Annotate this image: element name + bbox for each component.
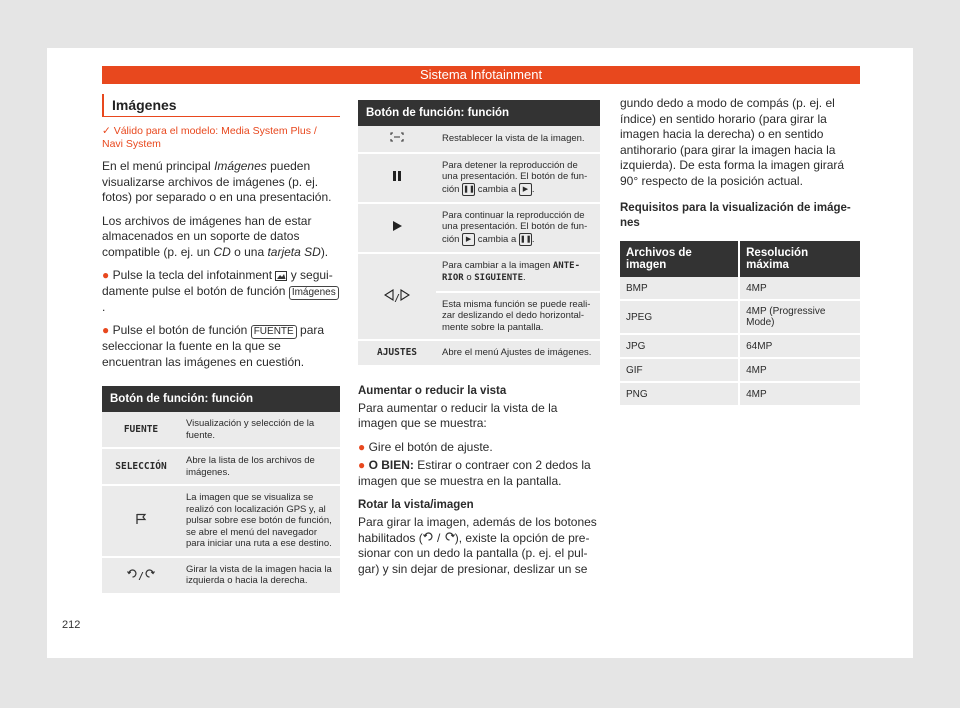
rotate-continued-text: gundo dedo a modo de compás (p. ej. el índice) en sentido horario (para girar la imagen hacia la derecha) o en sentido antihorario (para girar la imagen hacia la izquierda). De esta forma la imagen girará 90° respecto de la posición actual. xyxy=(620,96,845,188)
function-table-middle xyxy=(358,100,600,367)
rotate-left-icon xyxy=(127,571,138,582)
zoom-text: Para aumentar o reducir la vista de la imagen que se muestra: xyxy=(358,400,558,430)
storage-paragraph: Los archivos de imágenes han de estar almacenados en un soporte de datos compatible (p. ej. un CD o una tarjeta SD). xyxy=(102,213,329,259)
right-column xyxy=(620,94,860,407)
pause-icon xyxy=(392,174,402,185)
zoom-bullet-1: ● Gire el botón de ajuste. xyxy=(358,439,493,454)
section-title-row xyxy=(102,94,340,116)
table-row: Para detener la reproducción de una presentación. El botón de función ❚❚ cambia a ▶ . xyxy=(358,153,600,203)
column-header: Archivos de imagen xyxy=(620,241,739,277)
page-number: 212 xyxy=(62,619,81,631)
zoom-bullet-2: ● O BIEN: Estirar o contraer con 2 dedos la imagen que se muestra en la pantalla. xyxy=(358,458,591,488)
table-header: Botón de función: función xyxy=(102,386,340,412)
images-button: Imágenes xyxy=(289,286,339,300)
rotate-text: Para girar la imagen, además de los botones habilitados ( / ), existe la opción de presionar con un dedo la pantalla (p. ej. el pulgar) y sin dejar de presionar, deslizar un se xyxy=(358,515,597,576)
rotate-right-icon xyxy=(144,571,155,582)
table-row: GIF 4MP xyxy=(620,358,860,382)
pause-button-icon: ❚❚ xyxy=(462,183,475,196)
rotate-left-icon xyxy=(423,531,434,545)
table-row: La imagen que se visualiza se realizó con localización GPS y, al pulsar sobre ese botón de función, se abre el menú del navegador para iniciar una ruta a ese destino. xyxy=(102,485,340,557)
table-row: BMP 4MP xyxy=(620,277,860,300)
table-row: AJUSTES Abre el menú Ajustes de imágenes. xyxy=(358,340,600,366)
fit-view-icon xyxy=(390,134,404,145)
table-row: / Para cambiar a la imagen ANTERIOR o SIGUIENTE. xyxy=(358,253,600,292)
instruction-bullet-1: ● Pulse la tecla del infotainment y seguidamente pulse el botón de función Imágenes. xyxy=(102,268,340,315)
validity-note: ✓ Válido para el modelo: Media System Plus / Navi System xyxy=(102,125,317,150)
play-icon xyxy=(392,224,403,235)
table-row: Esta misma función se puede realizar deslizando el dedo horizontalmente sobre la pantalla. xyxy=(358,292,600,341)
checkmark-icon: ✓ xyxy=(102,125,114,137)
title-underline xyxy=(102,116,340,117)
column-header: Resolución máxima xyxy=(739,241,860,277)
chapter-header: Sistema Infotainment xyxy=(102,66,860,84)
table-row: Restablecer la vista de la imagen. xyxy=(358,126,600,153)
pictures-key-icon xyxy=(275,268,287,282)
instruction-bullet-2: ● Pulse el botón de función FUENTE para seleccionar la fuente en la que se encuentran las imágenes en cuestión. xyxy=(102,323,325,369)
play-button-icon: ▶ xyxy=(462,233,475,246)
flag-icon xyxy=(135,517,147,528)
function-table-left xyxy=(102,386,340,595)
zoom-heading: Aumentar o reducir la vista xyxy=(358,384,507,397)
table-row: JPG 64MP xyxy=(620,334,860,358)
rotate-heading: Rotar la vista/imagen xyxy=(358,499,474,511)
requirements-heading: Requisitos para la visualización de imágenes xyxy=(620,202,851,229)
middle-column xyxy=(358,100,600,577)
left-column xyxy=(102,94,340,595)
table-header: Botón de función: función xyxy=(358,100,600,126)
intro-paragraph: En el menú principal Imágenes pueden visualizarse archivos de imágenes (p. ej. fotos) por separado o en una presentación. xyxy=(102,159,332,204)
rotate-right-icon xyxy=(444,531,455,545)
play-button-icon: ▶ xyxy=(519,183,532,196)
table-row: SELECCIÓN Abre la lista de los archivos de imágenes. xyxy=(102,448,340,485)
next-icon xyxy=(400,293,410,304)
pause-button-icon: ❚❚ xyxy=(519,233,532,246)
table-row: PNG 4MP xyxy=(620,382,860,406)
section-title: Imágenes xyxy=(112,97,177,113)
source-button: FUENTE xyxy=(251,325,297,339)
previous-icon xyxy=(384,293,394,304)
table-row: FUENTE Visualización y selección de la fuente. xyxy=(102,412,340,448)
table-row: JPEG 4MP (Progressive Mode) xyxy=(620,300,860,334)
table-row: Para continuar la reproducción de una presentación. El botón de función ▶ cambia a ❚❚. xyxy=(358,203,600,253)
table-row: / Girar la vista de la imagen hacia la izquierda o hacia la derecha. xyxy=(102,557,340,594)
resolution-table xyxy=(620,241,860,407)
